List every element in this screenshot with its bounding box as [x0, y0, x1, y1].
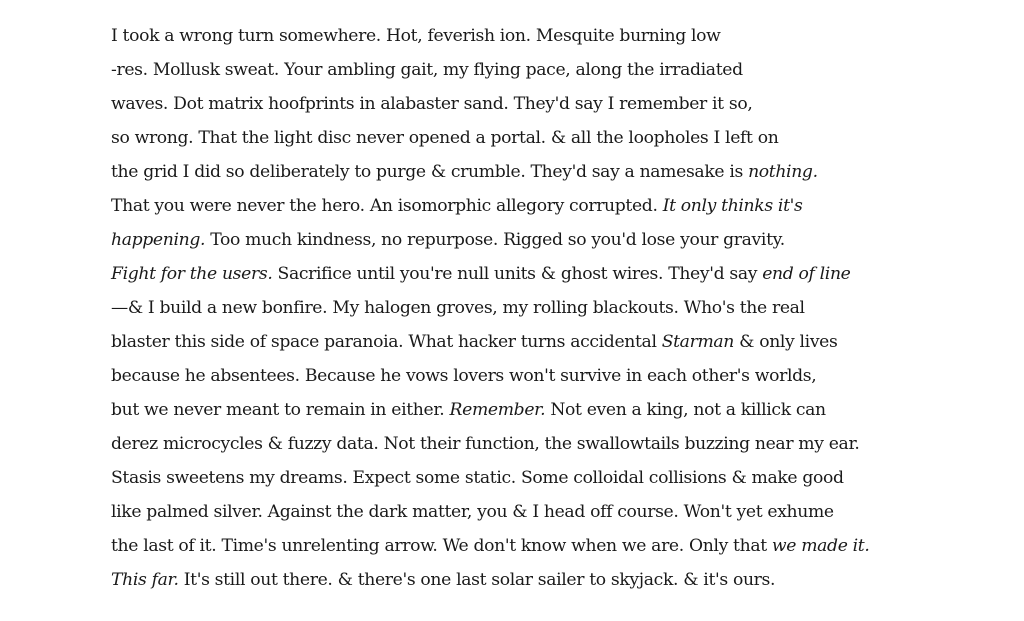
poem-line — [111, 427, 1011, 461]
poem-line — [111, 359, 1011, 393]
text-segment: Sacrifice until you're null units & ghost wires. They'd say — [272, 264, 763, 284]
text-segment: because he absentees. Because he vows lovers won't survive in each other's worlds, — [111, 366, 817, 386]
text-segment: Not even a king, not a killick can — [545, 400, 826, 420]
poem-line — [111, 529, 1011, 563]
poem-line — [111, 393, 1011, 427]
italic-phrase: Fight for the users. — [111, 264, 273, 284]
text-segment: Stasis sweetens my dreams. Expect some static. Some colloidal collisions & make good — [111, 468, 844, 488]
italic-phrase: It only thinks it's — [662, 196, 803, 216]
italic-phrase: we made it. — [771, 536, 870, 556]
poem-line — [111, 189, 1011, 223]
text-segment: —& I build a new bonfire. My halogen groves, my rolling blackouts. Who's the real — [111, 298, 805, 318]
poem-line — [111, 223, 1011, 257]
text-segment: but we never meant to remain in either. — [111, 400, 450, 420]
poem-line — [111, 495, 1011, 529]
poem-line — [111, 19, 1011, 53]
text-segment: It's still out there. & there's one last solar sailer to skyjack. & it's ours. — [178, 570, 776, 590]
italic-phrase: end of line — [762, 264, 851, 284]
text-segment: -res. Mollusk sweat. Your ambling gait, my flying pace, along the irradiated — [111, 60, 743, 80]
text-segment: the last of it. Time's unrelenting arrow. We don't know when we are. Only that — [111, 536, 772, 556]
poem-text — [111, 19, 1011, 597]
text-segment: like palmed silver. Against the dark matter, you & I head off course. Won't yet exhume — [111, 502, 834, 522]
poem-line — [111, 257, 1011, 291]
poem-line — [111, 87, 1011, 121]
text-segment: I took a wrong turn somewhere. Hot, feverish ion. Mesquite burning low — [111, 26, 721, 46]
poem-line — [111, 461, 1011, 495]
text-segment: waves. Dot matrix hoofprints in alabaster sand. They'd say I remember it so, — [111, 94, 753, 114]
poem-line — [111, 155, 1011, 189]
text-segment: so wrong. That the light disc never opened a portal. & all the loopholes I left on — [111, 128, 779, 148]
poem-line — [111, 325, 1011, 359]
italic-phrase: Remember. — [449, 400, 546, 420]
italic-phrase: happening. — [111, 230, 206, 250]
text-segment: the grid I did so deliberately to purge & crumble. They'd say a namesake is — [111, 162, 749, 182]
italic-phrase: nothing. — [748, 162, 818, 182]
poem-line — [111, 121, 1011, 155]
text-segment: blaster this side of space paranoia. What hacker turns accidental — [111, 332, 662, 352]
text-segment: Too much kindness, no repurpose. Rigged so you'd lose your gravity. — [205, 230, 785, 250]
italic-phrase: This far. — [111, 570, 179, 590]
text-segment: & only lives — [734, 332, 838, 352]
italic-phrase: Starman — [661, 332, 735, 352]
poem-line — [111, 53, 1011, 87]
text-segment: derez microcycles & fuzzy data. Not their function, the swallowtails buzzing near my ear. — [111, 434, 860, 454]
text-segment: That you were never the hero. An isomorphic allegory corrupted. — [111, 196, 663, 216]
poem-line — [111, 291, 1011, 325]
poem-line — [111, 563, 1011, 597]
